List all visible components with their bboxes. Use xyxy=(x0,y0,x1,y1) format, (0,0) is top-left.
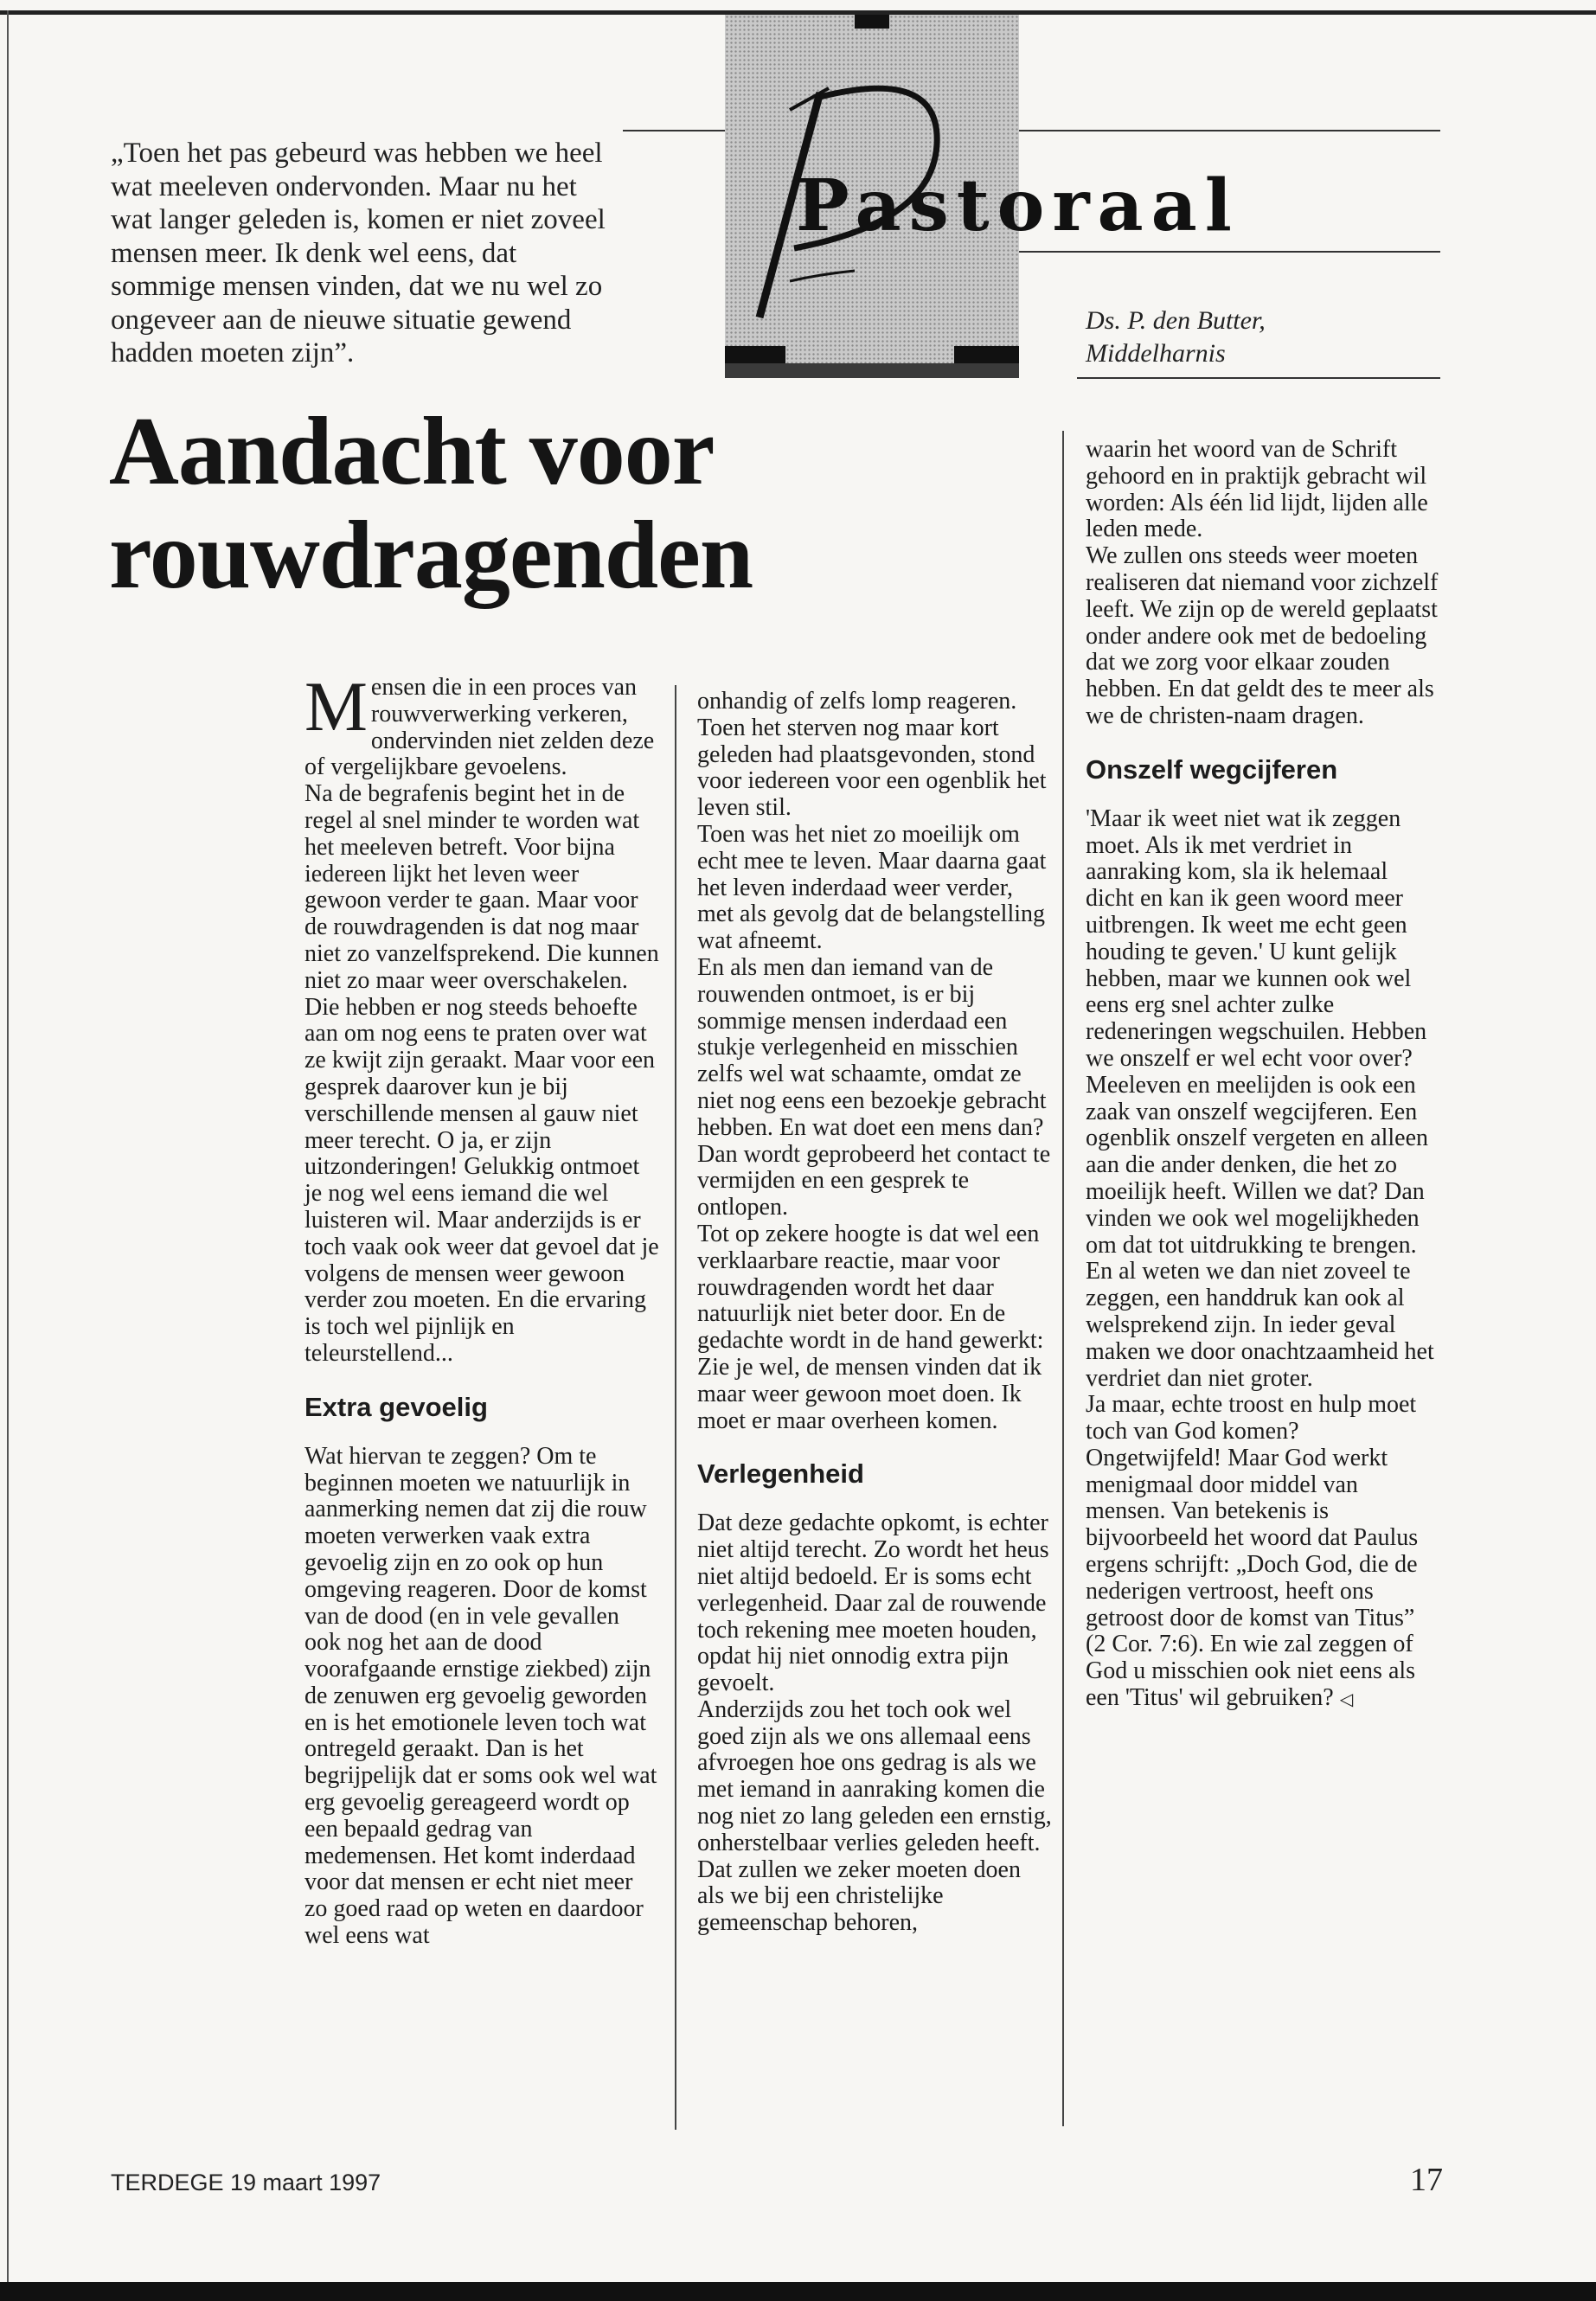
left-edge-rule xyxy=(7,10,9,2282)
publication-footer: TERDEGE 19 maart 1997 xyxy=(111,2170,381,2195)
paragraph: onhandig of zelfs lomp reageren. Toen het sterven nog maar kort geleden had plaatsgevonden, stond voor iedereen voor een ogenblik het leven stil. xyxy=(697,688,1047,822)
article-headline: Aandacht voor rouwdragenden xyxy=(109,398,753,609)
paragraph: Toen was het niet zo moeilijk om echt mee te leven. Maar daarna gaat het leven inderdaad weer verder, met als gevolg dat de belangstelling wat afneemt. xyxy=(697,820,1047,955)
section-title: Pastoraal xyxy=(796,164,1240,247)
paragraph: We zullen ons steeds weer moeten realiseren dat niemand voor zichzelf leeft. We zijn op de wereld geplaatst onder andere ook met de bedoeling dat we zorg voor elkaar zouden hebben. En dat geldt des te meer als we de christen-naam dragen. xyxy=(1086,542,1439,729)
subheading: Onszelf wegcijferen xyxy=(1086,753,1338,785)
column-divider xyxy=(675,685,676,2130)
paragraph: waarin het woord van de Schrift gehoord en in praktijk gebracht wil worden: Als één lid lijdt, lijden alle leden mede. xyxy=(1086,436,1428,543)
author-byline: Ds. P. den Butter, Middelharnis xyxy=(1086,306,1266,368)
intro-quote: „Toen het pas gebeurd was hebben we heel wat meeleven ondervonden. Maar nu het wat langer geleden is, komen er niet zoveel mensen meer. Ik denk wel eens, dat sommige mensen vinden, dat we nu wel zo ongeveer aan de nieuwe situatie gewend hadden moeten zijn”. xyxy=(111,138,606,369)
paragraph: Anderzijds zou het toch ook wel goed zijn als we ons allemaal eens afvroegen hoe ons gedrag is als we met iemand in aanraking komen die nog niet zo lang geleden een ernstig, onherstelbaar verlies geleden heeft. Dat zullen we zeker moeten doen als we bij een christelijke gemeenschap behoren, xyxy=(697,1695,1052,1937)
paragraph: 'Maar ik weet niet wat ik zeggen moet. Als ik met verdriet in aanraking kom, sla ik helemaal dicht en kan ik geen woord meer uitbrengen. Ik weet me echt geen houding te geven.' U kunt gelijk hebben, maar we kunnen ook wel eens erg snel achter zulke redeneringen wegschuilen. Hebben we onszelf er wel echt voor over? Meeleven en meelijden is ook een zaak van onszelf wegcijferen. Een ogenblik onszelf vergeten en alleen aan die ander denken, die het zo moeilijk heeft. Willen we dat? Dan vinden we ook wel mogelijkheden om dat tot uitdrukking te brengen. En al weten we dan niet zoveel te zeggen, een handdruk kan ook al welsprekend zijn. In ieder geval maken we door onachtzaamheid het verdriet dan niet groter. xyxy=(1086,804,1434,1392)
header-rule xyxy=(1012,251,1440,253)
column-divider xyxy=(1062,431,1064,2126)
header-rule xyxy=(1077,377,1440,379)
drop-cap: M xyxy=(304,667,368,746)
paragraph: Ja maar, echte troost en hulp moet toch van God komen? Ongetwijfeld! Maar God werkt menigmaal door middel van mensen. Van betekenis is bijvoorbeeld het woord dat Paulus ergens schrijft: „Doch God, die de nederigen vertroost, heeft ons getroost door de komst van Titus” (2 Cor. 7:6). En wie zal zeggen of God u misschien ook niet eens als een 'Titus' wil gebruiken? ◁ xyxy=(1086,1391,1419,1712)
page-number: 17 xyxy=(1410,2162,1443,2198)
article-column-3 xyxy=(1086,437,1440,1714)
header-rule xyxy=(623,130,727,131)
article-column-2 xyxy=(697,689,1052,1937)
paragraph: Tot op zekere hoogte is dat wel een verklaarbare reactie, maar voor rouwdragenden wordt het daar natuurlijk niet beter door. En de gedachte wordt in de hand gewerkt: Zie je wel, de mensen vinden dat ik maar weer gewoon moet doen. Ik moet er maar overheen komen. xyxy=(697,1220,1044,1434)
paragraph: En als men dan iemand van de rouwenden ontmoet, is er bij sommige mensen inderdaad een stukje verlegenheid en misschien zelfs wel wat schaamte, omdat ze niet nog eens een bezoekje gebracht hebben. En wat doet een mens dan? Dan wordt geprobeerd het contact te vermijden en een gesprek te ontlopen. xyxy=(697,953,1051,1221)
bottom-border xyxy=(0,2282,1596,2301)
paragraph: Wat hiervan te zeggen? Om te beginnen moeten we natuurlijk in aanmerking nemen dat zij die rouw moeten verwerken vaak extra gevoelig zijn en zo ook op hun omgeving reageren. Door de komst van de dood (en in vele gevallen ook nog het aan de dood voorafgaande ernstige ziekbed) zijn de zenuwen erg gevoelig geworden en is het emotionele leven toch wat ontregeld geraakt. Dan is het begrijpelijk dat er soms ook wel wat erg gevoelig gereageerd wordt op een bepaald gedrag van medemensen. Het komt inderdaad voor dat mensen er echt niet meer zo goed raad op weten en daardoor wel eens wat xyxy=(304,1442,657,1950)
subheading: Extra gevoelig xyxy=(304,1391,488,1422)
paragraph: Dat deze gedachte opkomt, is echter niet altijd terecht. Zo wordt het heus niet altijd bedoeld. Er is soms echt verlegenheid. Daar zal de rouwende toch rekening mee moeten houden, opdat hij niet onnodig extra pijn gevoelt. xyxy=(697,1509,1049,1697)
end-mark-icon: ◁ xyxy=(1339,1690,1354,1710)
subheading: Verlegenheid xyxy=(697,1458,864,1490)
header-rule xyxy=(1012,130,1440,131)
article-column-1 xyxy=(304,667,659,1950)
paragraph: Na de begrafenis begint het in de regel al snel minder te worden wat het meeleven betreft. Voor bijna iedereen lijkt het leven weer gewoon verder te gaan. Maar voor de rouwdragenden is dat nog maar niet zo vanzelfsprekend. Die kunnen niet zo maar weer overschakelen. Die hebben er nog steeds behoefte aan om nog eens te praten over wat ze kwijt zijn geraakt. Maar voor een gesprek daarover kun je bij verschillende mensen al gauw niet meer terecht. O ja, er zijn uitzonderingen! Gelukkig ontmoet je nog wel eens iemand die wel luisteren wil. Maar anderzijds is er toch vaak ook weer dat gevoel dat je volgens de mensen weer gewoon verder zou moeten. En die ervaring is toch wel pijnlijk en teleurstellend... xyxy=(304,780,659,1367)
paragraph: Mensen die in een proces van rouwverwerking verkeren, ondervinden niet zelden deze of vergelijkbare gevoelens. xyxy=(304,667,655,781)
